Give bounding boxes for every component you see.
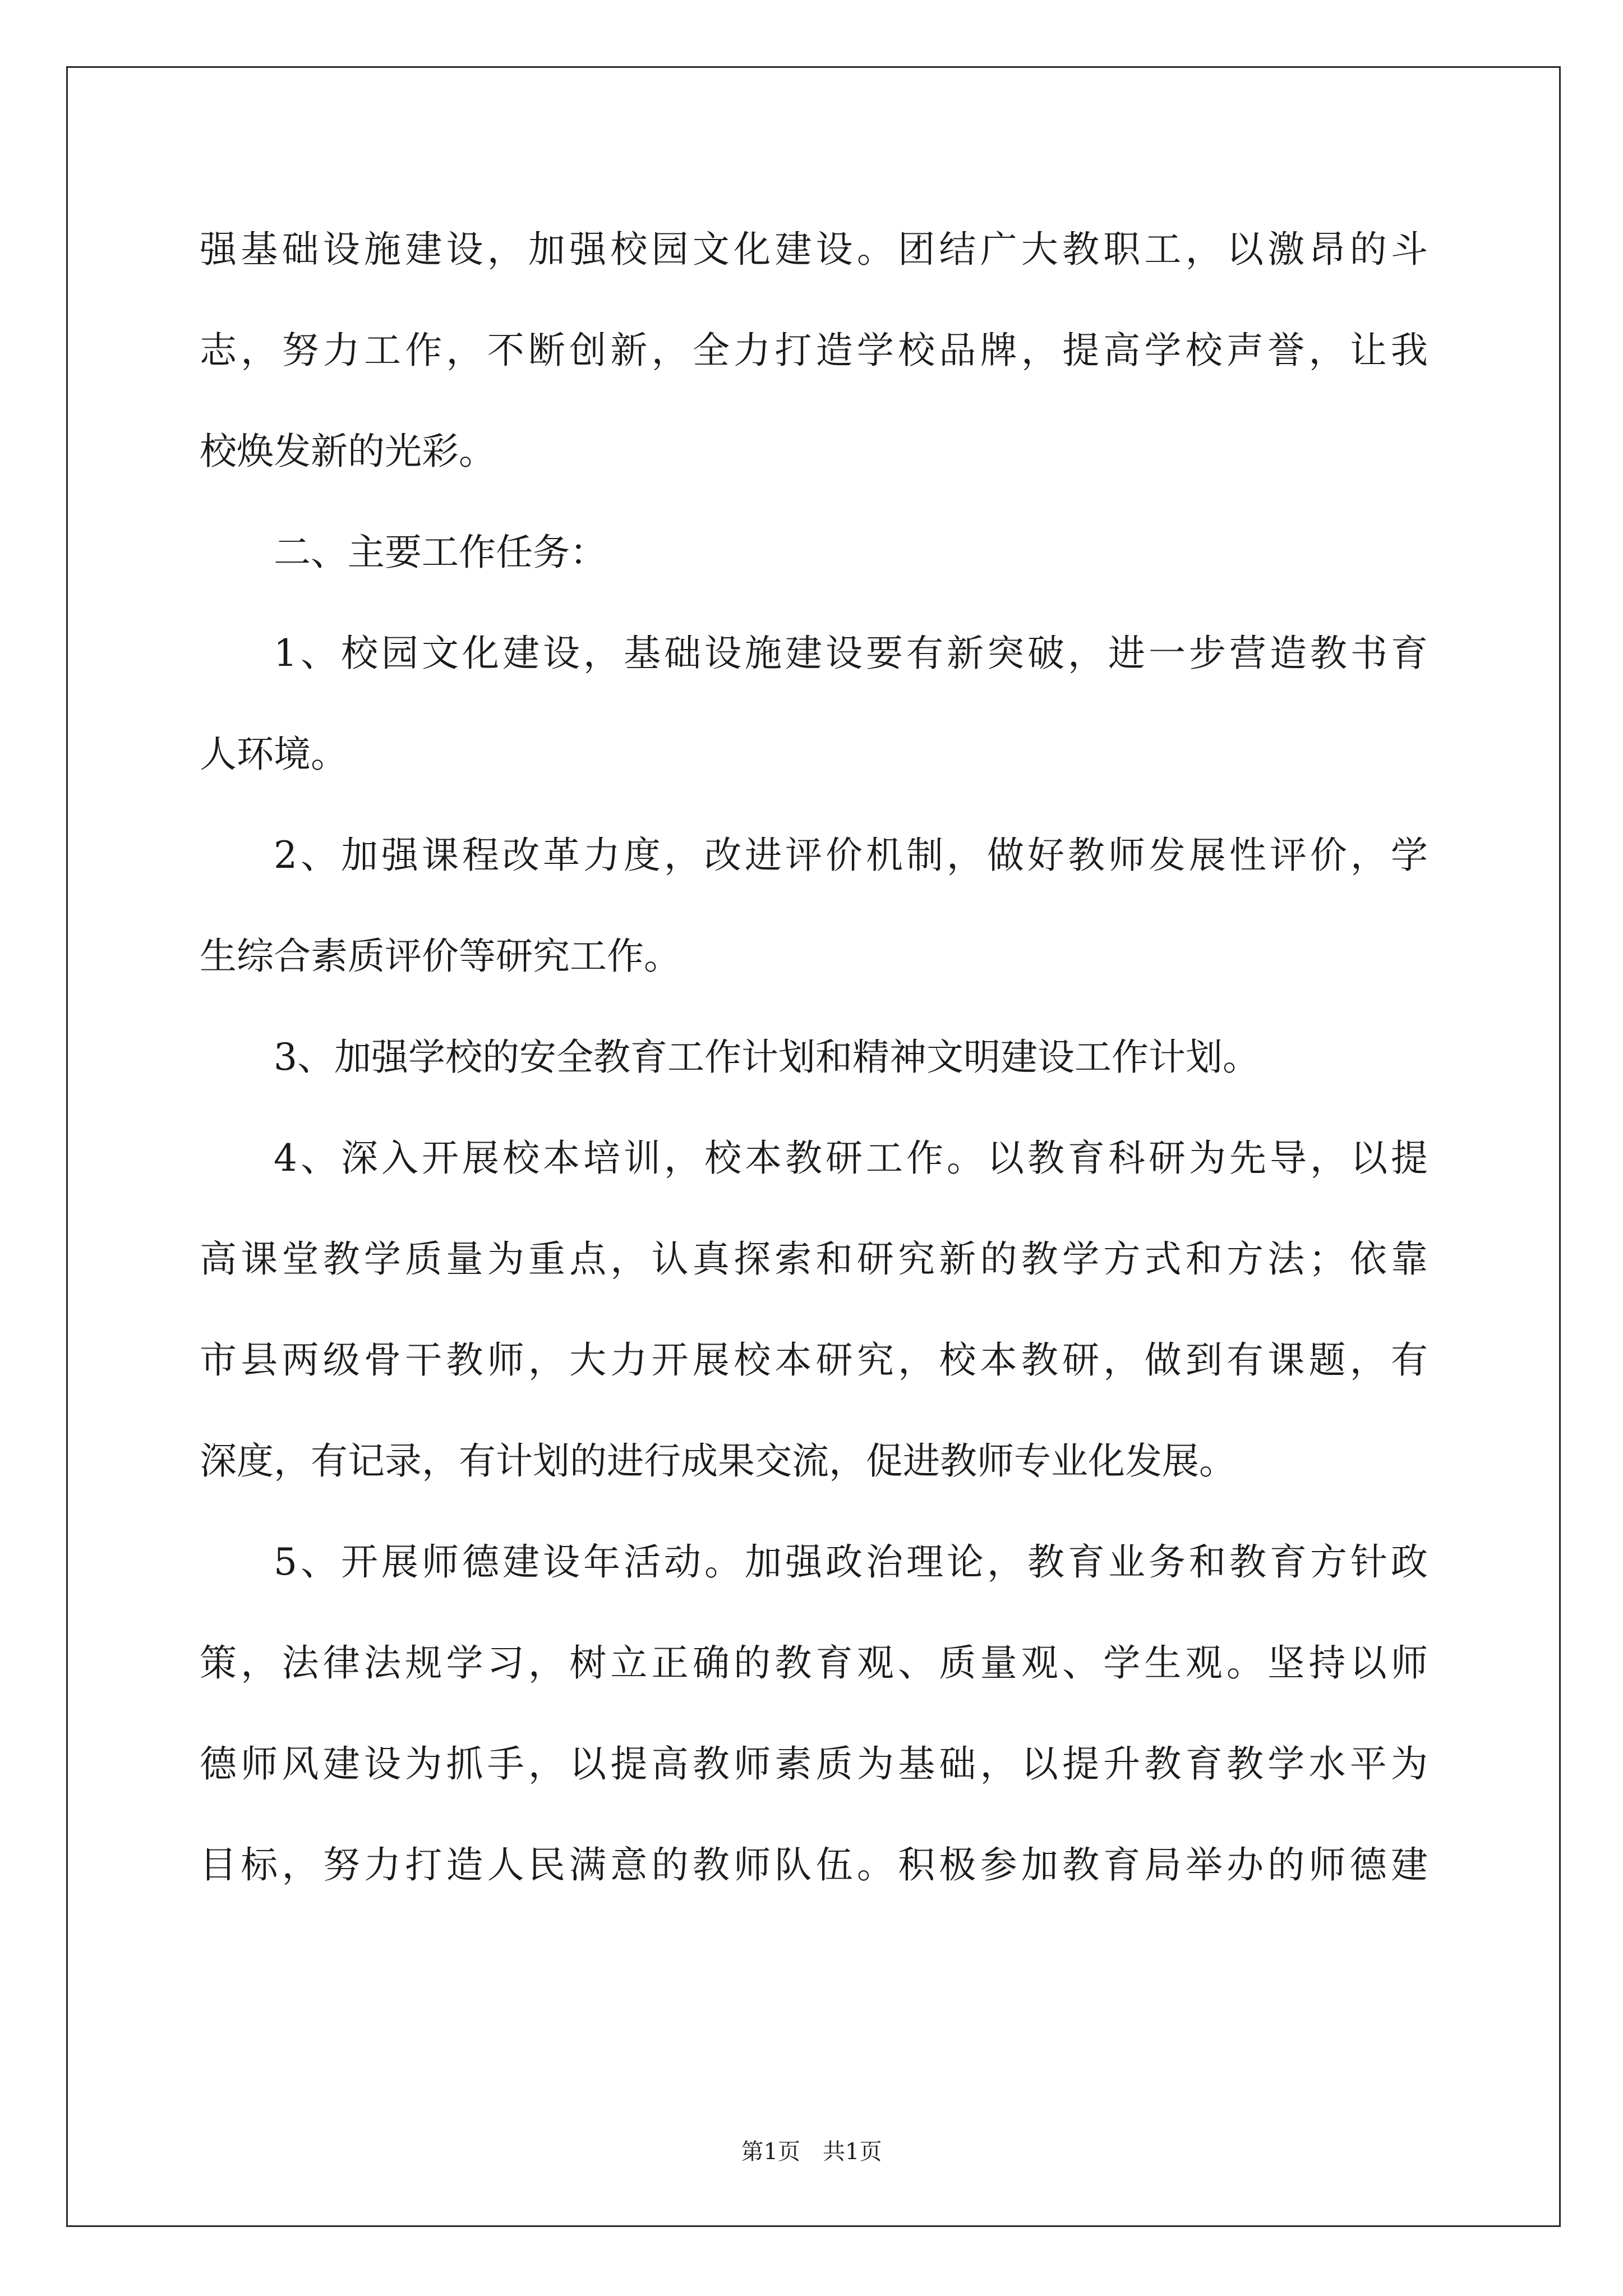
text-line: 目标，努力打造人民满意的教师队伍。积极参加教育局举办的师德建 — [200, 1843, 1428, 1887]
page-footer — [0, 2136, 1623, 2168]
list-item-4: 4、深入开展校本培训，校本教研工作。以教育科研为先导，以提 — [274, 1137, 1428, 1180]
text-line: 志，努力工作，不断创新，全力打造学校品牌，提高学校声誉，让我 — [200, 329, 1428, 372]
list-item-2: 2、加强课程改革力度，改进评价机制，做好教师发展性评价，学 — [274, 834, 1428, 877]
list-item-5: 5、开展师德建设年活动。加强政治理论，教育业务和教育方针政 — [274, 1540, 1428, 1584]
text-line: 策，法律法规学习，树立正确的教育观、质量观、学生观。坚持以师 — [200, 1641, 1428, 1685]
section-heading: 二、主要工作任务： — [274, 531, 607, 574]
page-total: 共1页 — [823, 2139, 882, 2165]
page-number: 第1页 — [741, 2139, 800, 2165]
list-item-1: 1、校园文化建设，基础设施建设要有新突破，进一步营造教书育 — [274, 632, 1428, 675]
document-body — [200, 199, 1428, 1916]
list-item-3: 3、加强学校的安全教育工作计划和精神文明建设工作计划。 — [274, 1036, 1260, 1079]
text-line: 生综合素质评价等研究工作。 — [200, 935, 681, 978]
text-line: 强基础设施建设，加强校园文化建设。团结广大教职工，以激昂的斗 — [200, 228, 1428, 271]
text-line: 校焕发新的光彩。 — [200, 430, 496, 473]
text-line: 高课堂教学质量为重点，认真探索和研究新的教学方式和方法；依靠 — [200, 1237, 1428, 1281]
text-line: 人环境。 — [200, 733, 348, 776]
text-line: 市县两级骨干教师，大力开展校本研究，校本教研，做到有课题，有 — [200, 1338, 1428, 1382]
text-line: 德师风建设为抓手，以提高教师素质为基础，以提升教育教学水平为 — [200, 1742, 1428, 1786]
text-line: 深度，有记录，有计划的进行成果交流，促进教师专业化发展。 — [200, 1439, 1236, 1483]
